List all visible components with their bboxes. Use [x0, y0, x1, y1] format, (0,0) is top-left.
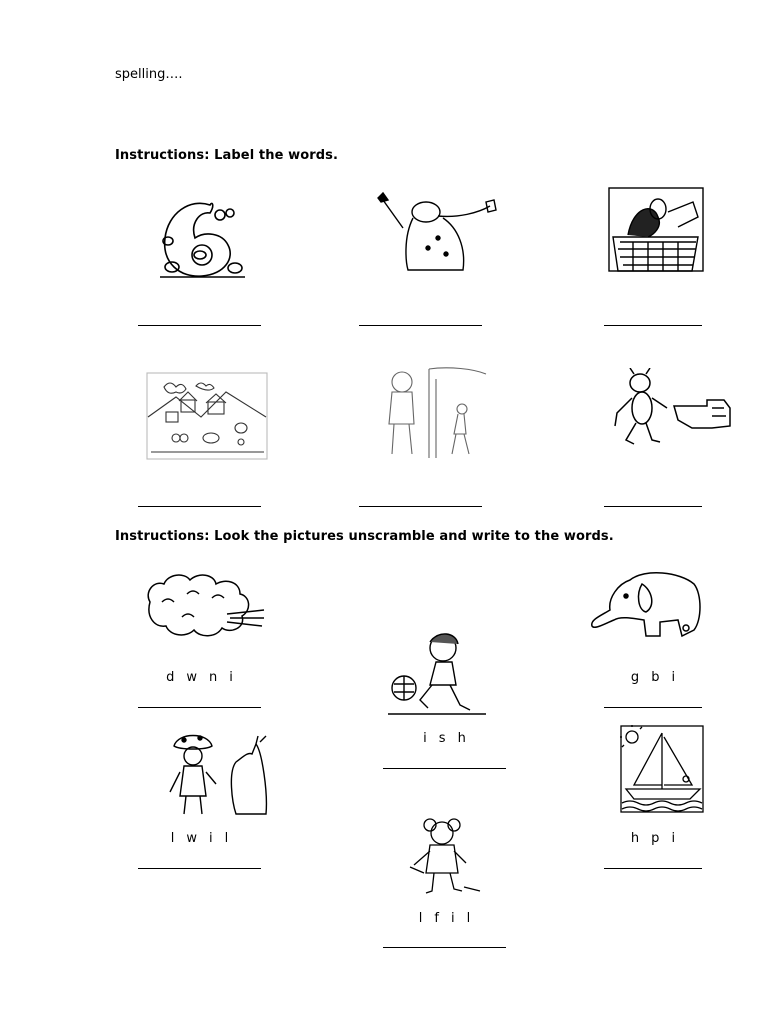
girl-icon: [404, 817, 484, 895]
answer-line[interactable]: [604, 707, 702, 708]
answer-line[interactable]: [138, 506, 261, 507]
answer-line[interactable]: [604, 325, 702, 326]
sailboat-icon: [620, 725, 704, 813]
page-intro: spelling….: [115, 67, 183, 82]
scrambled-letters: d w n i: [166, 670, 233, 685]
instruction-label-words: Instructions: Label the words.: [115, 148, 339, 163]
answer-line[interactable]: [138, 325, 261, 326]
scrambled-letters: l w i l: [170, 831, 229, 846]
answer-line[interactable]: [359, 506, 482, 507]
wizard-icon: [368, 188, 503, 273]
answer-line[interactable]: [383, 947, 506, 948]
answer-line[interactable]: [604, 506, 702, 507]
answer-line[interactable]: [383, 768, 506, 769]
six-with-animals-icon: [150, 193, 250, 280]
bug-pointing-hand-icon: [612, 368, 732, 446]
wind-cloud-icon: [142, 572, 266, 642]
answer-line[interactable]: [138, 868, 261, 869]
instruction-unscramble: Instructions: Look the pictures unscramble and write to the words.: [115, 529, 614, 544]
scrambled-letters: i s h: [423, 731, 466, 746]
answer-line[interactable]: [604, 868, 702, 869]
village-hills-icon: [146, 372, 268, 460]
scrambled-letters: l f i l: [418, 911, 471, 926]
scrambled-letters: g b i: [630, 670, 676, 685]
answer-line[interactable]: [359, 325, 482, 326]
boy-kicking-ball-icon: [388, 630, 488, 715]
scientist-icon: [166, 732, 270, 816]
boy-by-tree-icon: [374, 364, 488, 460]
answer-line[interactable]: [138, 707, 261, 708]
elephant-icon: [590, 570, 704, 642]
man-in-basket-icon: [608, 187, 704, 272]
scrambled-letters: h p i: [630, 831, 676, 846]
